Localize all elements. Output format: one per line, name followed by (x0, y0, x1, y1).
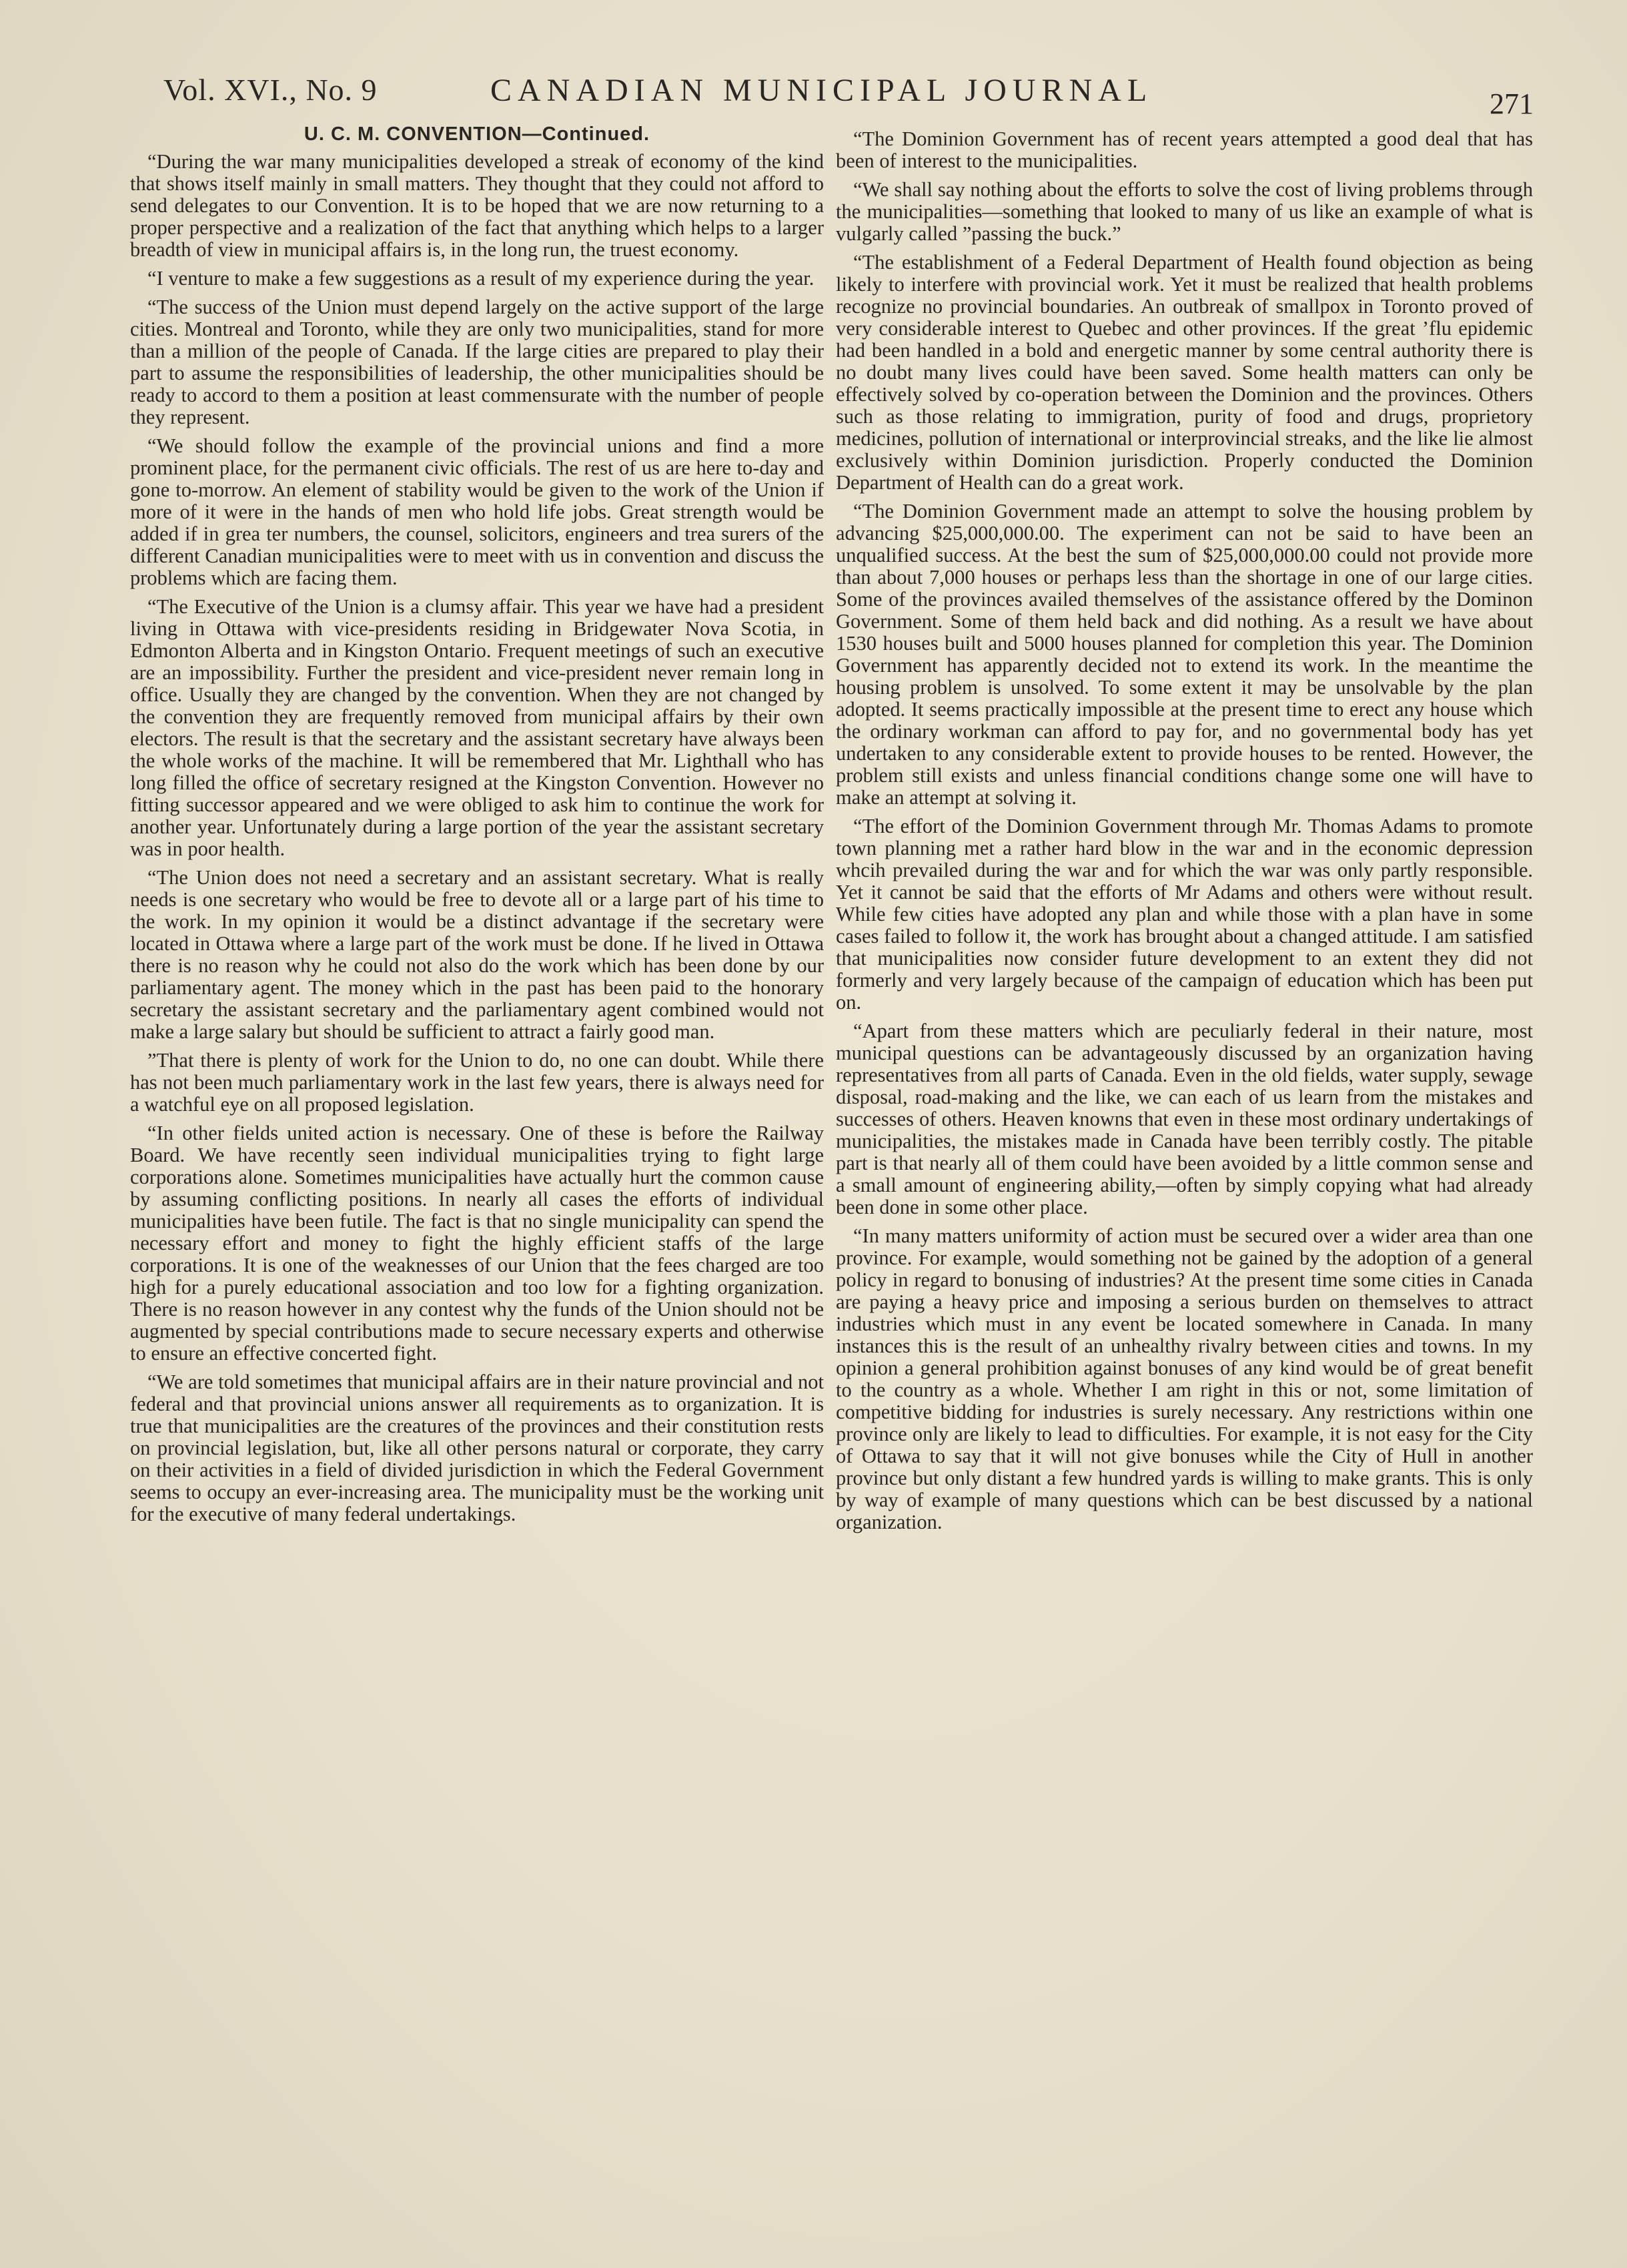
paragraph: “The effort of the Dominion Government through Mr. Thomas Adams to promote town planning met a rather hard blow in the war and in the economic depression whcih prevailed during the war and for which the war was only partly responsible. Yet it cannot be said that the efforts of Mr Adams and others were without result. While few cities have adopted any plan and while those with a plan have in some cases failed to follow it, the work has brought about a changed attitude. I am satisfied that municipalities now consider future development to an extent they did not formerly and very largely because of the campaign of education which has been put on. (836, 815, 1533, 1014)
page-number: 271 (1490, 87, 1534, 120)
paragraph: “The Union does not need a secretary and an assistant secretary. What is really needs is one secretary who would be free to devote all or a large part of his time to the work. In my opinion it would be a distinct advantage if the secretary were located in Ottawa where a large part of the work must be done. If he lived in Ottawa there is no reason why he could not also do the work which has been done by our parliamentary agent. The money which in the past has been paid to the honorary secretary the assistant secretary and the parliamentary agent combined would not make a large salary but should be sufficient to attract a fairly good man. (130, 866, 824, 1043)
paragraph: “The establishment of a Federal Department of Health found objection as being likely to interfere with provincial work. Yet it must be realized that health problems recognize no provincial boundaries. An outbreak of smallpox in Toronto proved of very considerable interest to Quebec and other provinces. If the great ’flu epidemic had been handled in a bold and energetic manner by some central authority there is no doubt many lives could have been saved. Some health matters can only be effectively solved by co-operation between the Dominion and the provinces. Others such as those relating to immigration, purity of food and drugs, proprietory medicines, pollution of international or interprovincial streaks, and the like lie almost exclusively within Dominion jurisdiction. Properly conducted the Dominion Department of Health can do a great work. (836, 251, 1533, 494)
paragraph: “The Executive of the Union is a clumsy affair. This year we have had a president living in Ottawa with vice-presidents residing in Bridgewater Nova Scotia, in Edmonton Alberta and in Kingston Ontario. Frequent meetings of such an executive are an impossibility. Further the president and vice-president never remain long in office. Usually they are changed by the convention. When they are not changed by the convention they are frequently removed from municipal affairs by their own electors. The result is that the secretary and the assistant secretary have always been the whole works of the machine. It will be remembered that Mr. Lighthall who has long filled the office of secretary resigned at the Kingston Convention. However no fitting successor appeared and we were obliged to ask him to continue the work for another year. Unfortunately during a large portion of the year the assistant secretary was in poor health. (130, 595, 824, 860)
paragraph: “In many matters uniformity of action must be secured over a wider area than one province. For example, would something not be gained by the adoption of a general policy in regard to bonusing of industries? At the present time some cities in Canada are paying a heavy price and imposing a serious burden on themselves to attract industries which must in any event be located somewhere in Canada. In many instances this is the result of an unhealthy rivalry between cities and towns. In my opinion a general prohibition against bonuses of any kind would be of great benefit to the country as a whole. Whether I am right in this or not, some limitation of competitive bidding for industries is surely necessary. Any restrictions within one province only are likely to lead to difficulties. For example, it is not easy for the City of Ottawa to say that it will not give bonuses while the City of Hull in another province but only distant a few hundred yards is willing to make grants. This is only by way of example of many questions which can be best discussed by a national organization. (836, 1224, 1533, 1533)
paragraph: “The Dominion Government made an attempt to solve the housing problem by advancing $25,000,000.00. The experiment can not be said to have been an unqualified success. At the best the sum of $25,000,000.00 could not provide more than about 7,000 houses or perhaps less than the shortage in one of our large cities. Some of the provinces availed themselves of the assistance offered by the Dominon Government. Some of them held back and did nothing. As a result we have about 1530 houses built and 5000 houses planned for completion this year. The Dominion Government has apparently decided not to extend its work. In the meantime the housing problem is unsolved. To some extent it may be unsolvable by the plan adopted. It seems practically impossible at the present time to erect any house which the ordinary workman can afford to pay for, and no governmental body has yet undertaken to any considerable extent to provide houses to be rented. However, the problem still exists and unless financial conditions change some one will have to make an attempt at solving it. (836, 500, 1533, 809)
right-column (836, 128, 1533, 1540)
paragraph: ”That there is plenty of work for the Union to do, no one can doubt. While there has not been much parliamentary work in the last few years, there is always need for a watchful eye on all proposed legislation. (130, 1049, 824, 1116)
paragraph: “During the war many municipalities developed a streak of economy of the kind that shows itself mainly in small matters. They thought that they could not afford to send delegates to our Convention. It is to be hoped that we are now returning to a proper perspective and a realization of the fact that anything which helps to a larger breadth of view in municipal affairs is, in the long run, the truest economy. (130, 150, 824, 261)
volume-number: Vol. XVI., No. 9 (163, 73, 378, 107)
left-column (130, 123, 824, 1532)
paragraph: “The success of the Union must depend largely on the active support of the large cities. Montreal and Toronto, while they are only two municipalities, stand for more than a million of the people of Canada. If the large cities are prepared to play their part to assume the responsibilities of leadership, the other municipalities should be ready to accord to them a position at least commensurate with the number of people they represent. (130, 296, 824, 428)
paragraph: “I venture to make a few suggestions as a result of my experience during the year. (147, 267, 815, 290)
journal-title: CANADIAN MUNICIPAL JOURNAL (490, 73, 1153, 108)
paragraph: “In other fields united action is necessary. One of these is before the Railway Board. We have recently seen individual municipalities trying to fight large corporations alone. Sometimes municipalities have actually hurt the common cause by assuming conflicting positions. In nearly all cases the efforts of individual municipalities have been futile. The fact is that no single municipality can spend the necessary effort and money to fight the highly efficient staffs of the large corporations. It is one of the weaknesses of our Union that the fees charged are too high for a purely educational association and too low for a fighting organization. There is no reason however in any contest why the funds of the Union should not be augmented by special contributions made to secure necessary experts and otherwise to ensure an effective concerted fight. (130, 1122, 824, 1365)
paragraph: “We shall say nothing about the efforts to solve the cost of living problems through the municipalities—something that looked to many of us like an example of what is vulgarly called ”passing the buck.” (836, 178, 1533, 245)
section-title: U. C. M. CONVENTION—Continued. (304, 123, 650, 145)
paragraph: “We are told sometimes that municipal affairs are in their nature provincial and not federal and that provincial unions answer all requirements as to organization. It is true that municipalities are the creatures of the provinces and their constitution rests on provincial legislation, but, like all other persons natural or corporate, they carry on their activities in a field of divided jurisdiction in which the Federal Government seems to occupy an ever-increasing area. The municipality must be the working unit for the executive of many federal undertakings. (130, 1371, 824, 1525)
paragraph: “The Dominion Government has of recent years attempted a good deal that has been of interest to the municipalities. (836, 127, 1533, 172)
paragraph: “Apart from these matters which are peculiarly federal in their nature, most municipal questions can be advantageously discussed by an organization having representatives from all parts of Canada. Even in the old fields, water supply, sewage disposal, road-making and the like, we can each of us learn from the mistakes and successes of others. Heaven knowns that even in these most ordinary undertakings of municipalities, the mistakes made in Canada have been terribly costly. The pitable part is that nearly all of them could have been avoided by a little common sense and a small amount of engineering ability,—often by simply copying what had already been done in some other place. (836, 1020, 1533, 1218)
paragraph: “We should follow the example of the provincial unions and find a more prominent place, for the permanent civic officials. The rest of us are here to-day and gone to-morrow. An element of stability would be given to the work of the Union if more of it were in the hands of men who hold life jobs. Great strength would be added if in grea ter numbers, the counsel, solicitors, engineers and trea surers of the different Canadian municipalities were to meet with us in convention and discuss the problems which are facing them. (130, 434, 824, 589)
page-header (163, 72, 1534, 119)
